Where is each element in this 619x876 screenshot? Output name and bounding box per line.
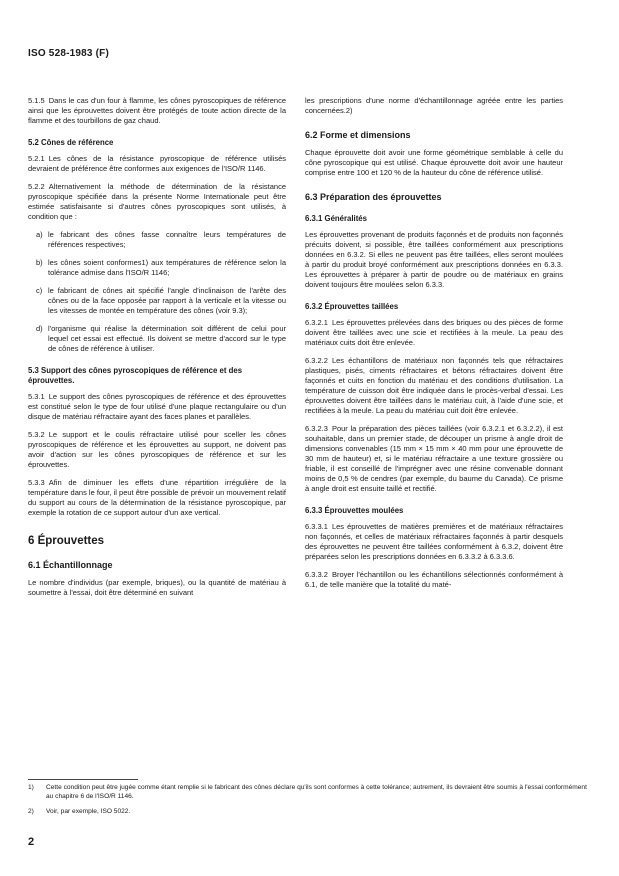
heading-6-1: 6.1 Échantillonnage — [28, 560, 113, 570]
paragraph-6-1-continued: les prescriptions d'une norme d'échantillonnage agréée entre les parties concernées.2) — [305, 96, 563, 115]
clause-text: Dans le cas d'un four à flamme, les cônes pyroscopiques de référence ainsi que les éprouvettes doivent être protégés de toute action directe de la flamme et des tourbillons de gaz chaud. — [28, 96, 286, 125]
clause-number: 5.1.5 — [28, 96, 45, 105]
heading-5-2: 5.2 Cônes de référence — [28, 138, 114, 147]
list-item-a — [28, 230, 286, 250]
clause-number: 6.3.3.2 — [305, 570, 328, 579]
heading-6: 6 Éprouvettes — [28, 535, 105, 547]
clause-text: Le support et le coulis réfractaire utilisé pour sceller les cônes pyroscopiques de référence et les éprouvettes au support, ne doivent pas avoir d'action sur les cônes pyroscopiques de référence et sur les éprouvettes. — [28, 430, 286, 469]
list-item-d — [28, 324, 286, 354]
clause-text: Pour la préparation des pièces taillées (voir 6.3.2.1 et 6.3.2.2), il est souhaitable, dans un premier stade, de découper un prisme à angle droit de dimensions convenables (15 mm × 15 mm × 40 mm pour une éprouvette de 30 mm de hauteur) et, si le matériau réfractaire a une texture grossière ou friable, il est conseillé de l'imprégner avec une résine convenable donnant moins de 0,5 % de cendres (par exemple, du baume du Canada). Ce prisme à angle droit est ensuite taillé et rectifié. — [305, 424, 563, 493]
footnote-label: 1) — [28, 784, 34, 791]
heading-6-2: 6.2 Forme et dimensions — [305, 130, 411, 140]
clause-text: Alternativement la méthode de détermination de la résistance pyroscopique spécifiée dans la présente Norme Internationale peut être estimée satisfaisante si d'autres cônes pyroscopiques sont utilisés, à condition que : — [28, 182, 286, 221]
heading-5-3: 5.3 Support des cônes pyroscopiques de référence et des éprouvettes. — [28, 366, 243, 385]
clause-text: Le support des cônes pyroscopiques de référence et des éprouvettes est constitué selon le type de four utilisé d'une plaque rectangulaire ou d'un disque de matériau réfractaire ayant des faces planes et parallèles. — [28, 392, 286, 421]
paragraph-6-3-1: Les éprouvettes provenant de produits façonnés et de produits non façonnés précuits doivent, si possible, être taillées conformément aux prescriptions données en 6.3.2. Si elles ne peuvent pas être taillées, elles seront moulées à partir du produit broyé conformément aux prescriptions données en 6.3.3. Les éprouvettes à préparer à partir de poudre ou de matériaux en grains doivent toujours être moulées selon 6.3.3. — [305, 230, 563, 289]
paragraph-6-3-2-3 — [305, 424, 563, 494]
paragraph-5-1-5 — [28, 96, 286, 126]
list-label: c) — [36, 286, 43, 295]
heading-6-3-1: 6.3.1 Généralités — [305, 214, 367, 223]
footnote-1 — [28, 784, 588, 801]
clause-number: 5.3.3 — [28, 478, 45, 487]
list-text: les cônes soient conformes1) aux températures de référence selon la tolérance admise dans l'ISO/R 1146; — [48, 258, 286, 277]
clause-number: 6.3.2.2 — [305, 356, 328, 365]
clause-number: 5.2.1 — [28, 154, 45, 163]
heading-6-3-2: 6.3.2 Éprouvettes taillées — [305, 302, 399, 311]
clause-text: Afin de diminuer les effets d'une répartition irrégulière de la température dans le four, il peut être possible de prévoir un mouvement relatif du support au cours de la détermination de la résistance pyroscopique, par exemple la rotation de ce support autour d'un axe vertical. — [28, 478, 286, 517]
paragraph-5-3-1 — [28, 392, 286, 422]
paragraph-6-3-3-1 — [305, 522, 563, 562]
paragraph-6-1: Le nombre d'individus (par exemple, briques), ou la quantité de matériau à soumettre à l'essai, doit être déterminé en suivant — [28, 578, 286, 597]
footnote-2 — [28, 808, 588, 817]
paragraph-6-3-3-2 — [305, 570, 563, 590]
left-column — [28, 96, 286, 606]
footnote-text: Cette condition peut être jugée comme étant remplie si le fabricant des cônes déclare qu'ils sont conformes à cette tolérance; autrement, ils devraient être soumis à l'essai conformément au chapitre 6 de l'ISO/R 1146. — [46, 784, 587, 800]
footnote-label: 2) — [28, 808, 34, 815]
right-column — [305, 96, 563, 598]
list-text: le fabricant de cônes ait spécifié l'angle d'inclinaison de l'arête des cônes ou de la face opposée par rapport à la verticale et la vitesse ou les vitesses de montée en température des cônes (voir 9.3); — [48, 286, 286, 315]
footnote-text: Voir, par exemple, ISO 5022. — [46, 808, 131, 815]
clause-text: Les cônes de la résistance pyroscopique de référence utilisés devraient de préférence être conformes aux exigences de l'ISO/R 1146. — [28, 154, 286, 173]
page-number: 2 — [28, 836, 35, 848]
paragraph-6-3-2-2 — [305, 356, 563, 416]
list-text: l'organisme qui réalise la détermination soit différent de celui pour lequel cet essai est effectué. Ils doivent se mettre d'accord sur le type de cônes de référence à utiliser. — [48, 324, 286, 353]
clause-text: Les échantillons de matériaux non façonnés tels que réfractaires plastiques, pisés, ciments réfractaires et bétons réfractaires doivent être façonnés et cuits en fonction du matériau et des conditions d'utilisation. La température de cuisson doit être indiquée dans le procès-verbal d'essai. Les éprouvettes doivent être taillées dans le matériau cuit, à l'aide d'une scie, et rectifiées à la meule. La peau du matériau cuit doit être enlevée. — [305, 356, 563, 415]
document-header: ISO 528-1983 (F) — [28, 48, 110, 59]
list-item-b — [28, 258, 286, 278]
heading-6-3: 6.3 Préparation des éprouvettes — [305, 192, 442, 202]
list-item-c — [28, 286, 286, 316]
list-label: a) — [36, 230, 43, 239]
clause-text: Les éprouvettes de matières premières et de matériaux réfractaires non façonnés, et celles de matériaux réfractaires façonnés à partir desquels des éprouvettes ne peuvent être taillées conformément à 6.3.2, doivent être préparées selon les prescriptions données en 6.3.3.2 à 6.3.3.6. — [305, 522, 563, 561]
list-label: d) — [36, 324, 43, 333]
clause-number: 6.3.2.1 — [305, 318, 328, 327]
paragraph-6-3-2-1 — [305, 318, 563, 348]
clause-number: 6.3.3.1 — [305, 522, 328, 531]
clause-text: Les éprouvettes prélevées dans des briques ou des pièces de forme doivent être taillées avec une scie et rectifiées à la meule. La peau des matériaux cuits doit être enlevée. — [305, 318, 563, 347]
clause-number: 5.3.2 — [28, 430, 45, 439]
paragraph-5-3-3 — [28, 478, 286, 518]
heading-6-3-3: 6.3.3 Éprouvettes moulées — [305, 506, 404, 515]
paragraph-6-2: Chaque éprouvette doit avoir une forme géométrique semblable à celle du cône pyroscopique qui est utilisé. Chaque éprouvette doit avoir une hauteur comprise entre 100 et 120 % de la hauteur du cône de référence utilisé. — [305, 148, 563, 177]
footnote-divider — [28, 779, 138, 780]
paragraph-5-2-1 — [28, 154, 286, 174]
clause-number: 5.2.2 — [28, 182, 45, 191]
paragraph-5-2-2 — [28, 182, 286, 222]
clause-text: Broyer l'échantillon ou les échantillons sélectionnés conformément à 6.1, de telle manière que la totalité du maté- — [305, 570, 563, 589]
footnotes — [28, 784, 588, 824]
list-label: b) — [36, 258, 43, 267]
clause-number: 5.3.1 — [28, 392, 45, 401]
list-text: le fabricant des cônes fasse connaître leurs températures de références respectives; — [48, 230, 286, 249]
paragraph-5-3-2 — [28, 430, 286, 470]
clause-number: 6.3.2.3 — [305, 424, 328, 433]
